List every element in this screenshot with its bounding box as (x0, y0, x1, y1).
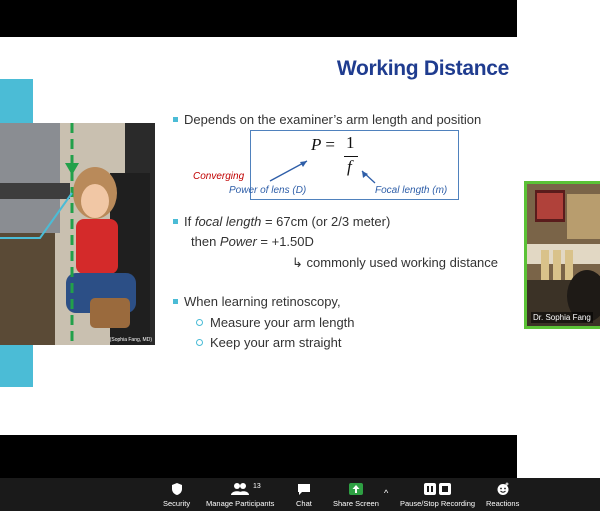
slide-photo (0, 123, 155, 345)
share-screen-button[interactable]: Share Screen (333, 482, 379, 508)
shared-slide (0, 37, 517, 435)
pause-stop-icon (422, 482, 454, 496)
formula-lhs: P = (311, 135, 335, 154)
bullet-square-icon (173, 299, 178, 304)
formula-arrows (265, 157, 415, 192)
participant-count-badge: 13 (253, 483, 261, 490)
chat-bubble-icon (297, 482, 311, 496)
manage-participants-button[interactable]: Manage Participants (206, 482, 274, 508)
bullet-arm-length: Depends on the examiner’s arm length and position (173, 112, 481, 127)
converging-label: Converging (193, 171, 245, 182)
bullet-circle-icon (196, 319, 203, 326)
child-exam-photo-illustration (0, 123, 155, 345)
shield-icon (170, 482, 184, 496)
smiley-icon (496, 482, 510, 496)
bullet-focal-length: If focal length = 67cm (or 2/3 meter) (173, 214, 390, 229)
participant-name-label: Dr. Sophia Fang (533, 313, 591, 322)
meeting-toolbar (0, 478, 600, 511)
participants-icon (231, 482, 249, 496)
reactions-button[interactable]: Reactions (486, 482, 519, 508)
pause-stop-recording-button[interactable]: Pause/Stop Recording (400, 482, 475, 508)
slide-title: Working Distance (336, 57, 509, 80)
share-options-chevron-icon[interactable]: ^ (384, 488, 389, 498)
chat-button[interactable]: Chat (296, 482, 312, 508)
slide-accent-bar-lower (0, 345, 33, 387)
focal-length-label: Focal length (m) (375, 185, 448, 196)
photo-credit: (Sophia Fang, MD) (109, 337, 152, 343)
turn-arrow-icon: ↳ (292, 255, 303, 270)
formula-denominator: f (347, 157, 352, 176)
share-screen-icon (348, 482, 364, 496)
participant-video-tile[interactable] (524, 181, 600, 329)
bullet-circle-icon (196, 339, 203, 346)
bullet-square-icon (173, 219, 178, 224)
working-distance-note: ↳ commonly used working distance (292, 255, 499, 270)
sub-bullet-straight: Keep your arm straight (196, 335, 342, 350)
formula-numerator: 1 (346, 133, 355, 152)
then-power-line: then Power = +1.50D (191, 234, 314, 249)
participant-video-feed (527, 184, 600, 329)
bullet-square-icon (173, 117, 178, 122)
sub-bullet-measure: Measure your arm length (196, 315, 355, 330)
slide-accent-bar (0, 79, 33, 123)
bullet-retinoscopy: When learning retinoscopy, (173, 294, 341, 309)
power-label: Power of lens (D) (229, 185, 307, 196)
security-button[interactable]: Security (163, 482, 190, 508)
